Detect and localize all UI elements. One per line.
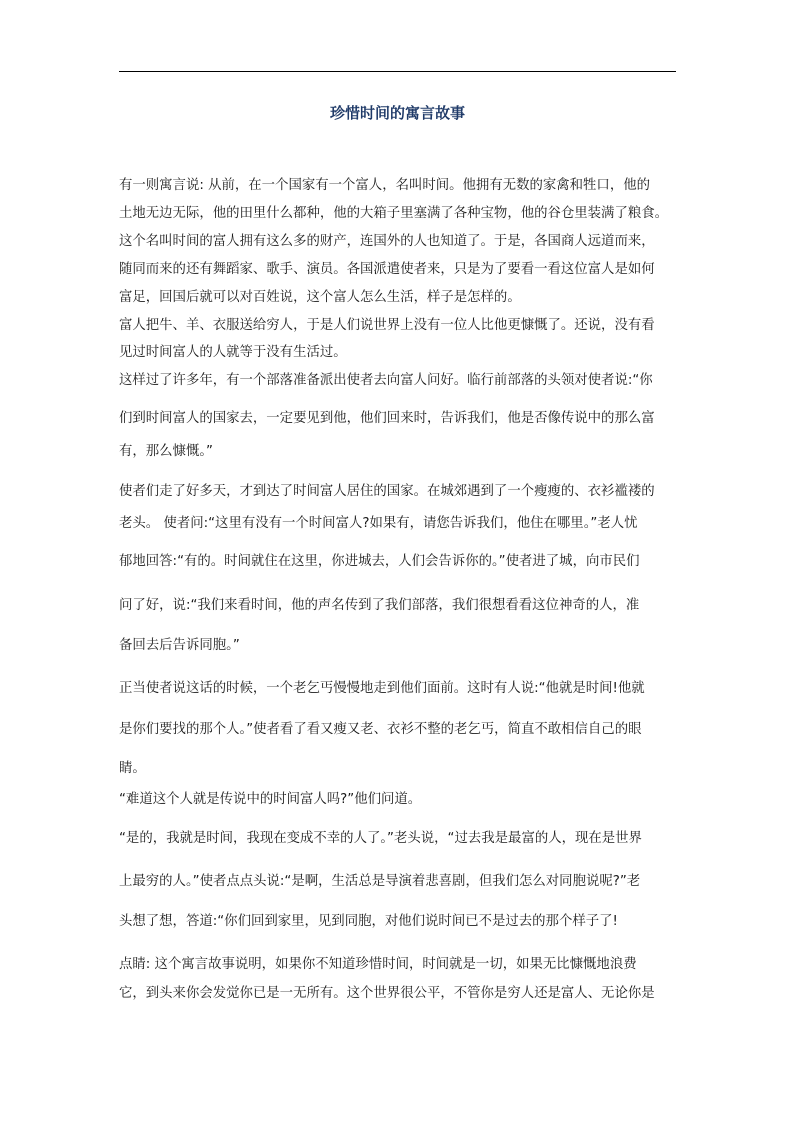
- body-line: 它，到头来你会发觉你已是一无所有。这个世界很公平，不管你是穷人还是富人、无论你是: [119, 986, 655, 1001]
- body-line: 点睛: 这个寓言故事说明，如果你不知道珍惜时间，时间就是一切，如果无比慷慨地浪费: [119, 957, 637, 972]
- body-line: 有一则寓言说: 从前，在一个国家有一个富人，名叫时间。他拥有无数的家禽和牲口，他的: [119, 178, 650, 193]
- body-line: 是你们要找的那个人。”使者看了看又瘦又老、衣衫不整的老乞丐，简直不敢相信自己的眼: [119, 722, 642, 737]
- body-line: 们到时间富人的国家去，一定要见到他，他们回来时，告诉我们，他是否像传说中的那么富: [119, 411, 655, 426]
- body-line: 见过时间富人的人就等于没有生活过。: [119, 345, 347, 360]
- body-line: 使者们走了好多天，才到达了时间富人居住的国家。在城郊遇到了一个瘦瘦的、衣衫褴褛的: [119, 484, 655, 499]
- body-line: 有，那么慷慨。”: [119, 444, 213, 459]
- body-line: 正当使者说这话的时候，一个老乞丐慢慢地走到他们面前。这时有人说:“他就是时间!他就: [119, 681, 645, 696]
- body-line: 这个名叫时间的富人拥有这么多的财产，连国外的人也知道了。于是，各国商人远道而来，: [119, 234, 655, 249]
- body-line: 头想了想，答道:“你们回到家里，见到同胞，对他们说时间已不是过去的那个样子了!: [119, 914, 618, 929]
- body-line: “是的，我就是时间，我现在变成不幸的人了。”老头说，“过去我是最富的人，现在是世界: [119, 831, 642, 846]
- body-line: 问了好，说:“我们来看时间，他的声名传到了我们部落，我们很想看看这位神奇的人，准: [119, 598, 640, 613]
- body-line: 郁地回答:“有的。时间就住在这里，你进城去，人们会告诉你的。”使者进了城，向市民们: [119, 554, 640, 569]
- body-line: 睛。: [119, 761, 146, 776]
- body-line: 备回去后告诉同胞。”: [119, 638, 240, 653]
- body-line: 这样过了许多年，有一个部落准备派出使者去向富人问好。临行前部落的头领对使者说:“你: [119, 373, 653, 388]
- header-rule: [119, 71, 676, 72]
- body-line: 老头。 使者问:“这里有没有一个时间富人?如果有，请您告诉我们，他住在哪里。”老人忧: [119, 516, 638, 531]
- body-line: 随同而来的还有舞蹈家、歌手、演员。各国派遣使者来，只是为了要看一看这位富人是如何: [119, 262, 655, 277]
- document-title: 珍惜时间的寓言故事: [329, 104, 465, 122]
- body-line: “难道这个人就是传说中的时间富人吗?”他们问道。: [119, 792, 422, 807]
- body-line: 土地无边无际，他的田里什么都种，他的大箱子里塞满了各种宝物，他的谷仓里装满了粮食。: [119, 206, 669, 221]
- body-line: 富足，回国后就可以对百姓说，这个富人怎么生活，样子是怎样的。: [119, 290, 521, 305]
- body-line: 上最穷的人。”使者点点头说:“是啊，生活总是导演着悲喜剧，但我们怎么对同胞说呢?”老: [119, 874, 641, 889]
- body-line: 富人把牛、羊、衣服送给穷人，于是人们说世界上没有一位人比他更慷慨了。还说，没有看: [119, 318, 655, 333]
